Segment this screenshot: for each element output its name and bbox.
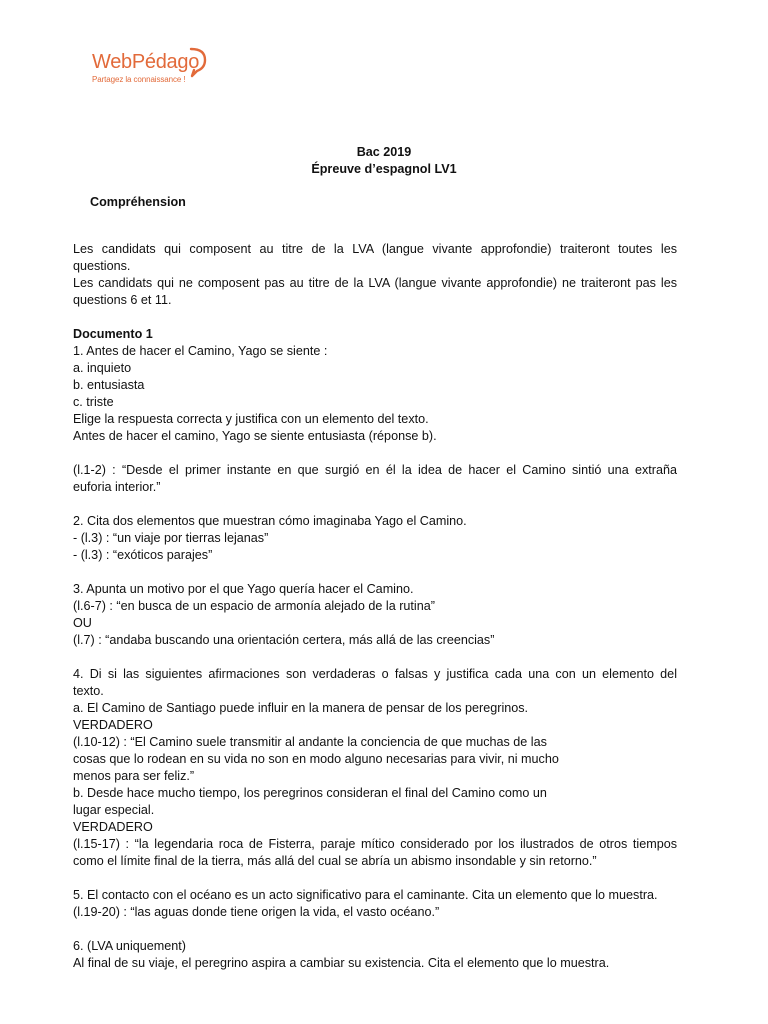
quote-line: menos para ser feliz.” — [73, 769, 195, 783]
answer-1: Antes de hacer el camino, Yago se siente entusiasta (réponse b). — [73, 429, 437, 443]
document-body — [73, 194, 677, 972]
answer-line: (l.7) : “andaba buscando una orientación certera, más allá de las creencias” — [73, 633, 495, 647]
or-separator: OU — [73, 616, 92, 630]
brand-tagline: Partagez la connaissance ! — [92, 75, 186, 84]
intro-line: questions 6 et 11. — [73, 293, 172, 307]
answer-line: (l.6-7) : “en busca de un espacio de armonía alejado de la rutina” — [73, 599, 435, 613]
question-3: 3. Apunta un motivo por el que Yago quería hacer el Camino. — [73, 582, 414, 596]
answer-5: (l.19-20) : “las aguas donde tiene origen la vida, el vasto océano.” — [73, 905, 440, 919]
intro-line: questions. — [73, 259, 131, 273]
section-heading: Compréhension — [90, 195, 186, 209]
question-1: 1. Antes de hacer el Camino, Yago se siente : — [73, 344, 328, 358]
title-line-1: Bac 2019 — [356, 145, 412, 159]
option-b: b. entusiasta — [73, 378, 145, 392]
verdict: VERDADERO — [73, 718, 153, 732]
question-6-label: 6. (LVA uniquement) — [73, 939, 186, 953]
quote-line: (l.1-2) : “Desde el primer instante en que surgió en él la idea de hacer el Camino sintió una extraña — [73, 463, 677, 477]
question-4: 4. Di si las siguientes afirmaciones son verdaderas o falsas y justifica cada una con un elemento del — [73, 667, 677, 681]
quote-line: (l.10-12) : “El Camino suele transmitir al andante la conciencia de que muchas de las — [73, 735, 547, 749]
option-a: a. inquieto — [73, 361, 132, 375]
verdict: VERDADERO — [73, 820, 153, 834]
question-5: 5. El contacto con el océano es un acto significativo para el caminante. Cita un elemento que lo muestra. — [73, 888, 658, 902]
answer-line: - (l.3) : “exóticos parajes” — [73, 548, 213, 562]
document-title — [0, 144, 768, 178]
webpedago-logo — [89, 46, 219, 94]
brand-name: WebPédago — [92, 51, 200, 73]
question-4-cont: texto. — [73, 684, 104, 698]
intro-line: Les candidats qui composent au titre de la LVA (langue vivante approfondie) traiteront toutes les — [73, 242, 677, 256]
option-c: c. triste — [73, 395, 114, 409]
title-line-2: Épreuve d’espagnol LV1 — [311, 162, 457, 176]
statement-a: a. El Camino de Santiago puede influir en la manera de pensar de los peregrinos. — [73, 701, 529, 715]
question-6: Al final de su viaje, el peregrino aspira a cambiar su existencia. Cita el elemento que lo muestra. — [73, 956, 610, 970]
speech-bubble-icon — [189, 46, 209, 78]
document-heading: Documento 1 — [73, 327, 153, 341]
quote-line: (l.15-17) : “la legendaria roca de Fisterra, paraje mítico considerado por los ilustrados de otros tiempos — [73, 837, 677, 851]
statement-b: b. Desde hace mucho tiempo, los peregrinos consideran el final del Camino como un — [73, 786, 547, 800]
quote-line: como el límite final de la tierra, más allá del cual se abría un abismo insondable y sin retorno.” — [73, 854, 597, 868]
quote-line: cosas que lo rodean en su vida no son en modo alguno necesarias para vivir, ni mucho — [73, 752, 559, 766]
answer-line: - (l.3) : “un viaje por tierras lejanas” — [73, 531, 269, 545]
instruction: Elige la respuesta correcta y justifica con un elemento del texto. — [73, 412, 429, 426]
quote-line: euforia interior.” — [73, 480, 161, 494]
question-2: 2. Cita dos elementos que muestran cómo imaginaba Yago el Camino. — [73, 514, 467, 528]
statement-b-cont: lugar especial. — [73, 803, 155, 817]
intro-line: Les candidats qui ne composent pas au titre de la LVA (langue vivante approfondie) ne traiteront pas les — [73, 276, 677, 290]
